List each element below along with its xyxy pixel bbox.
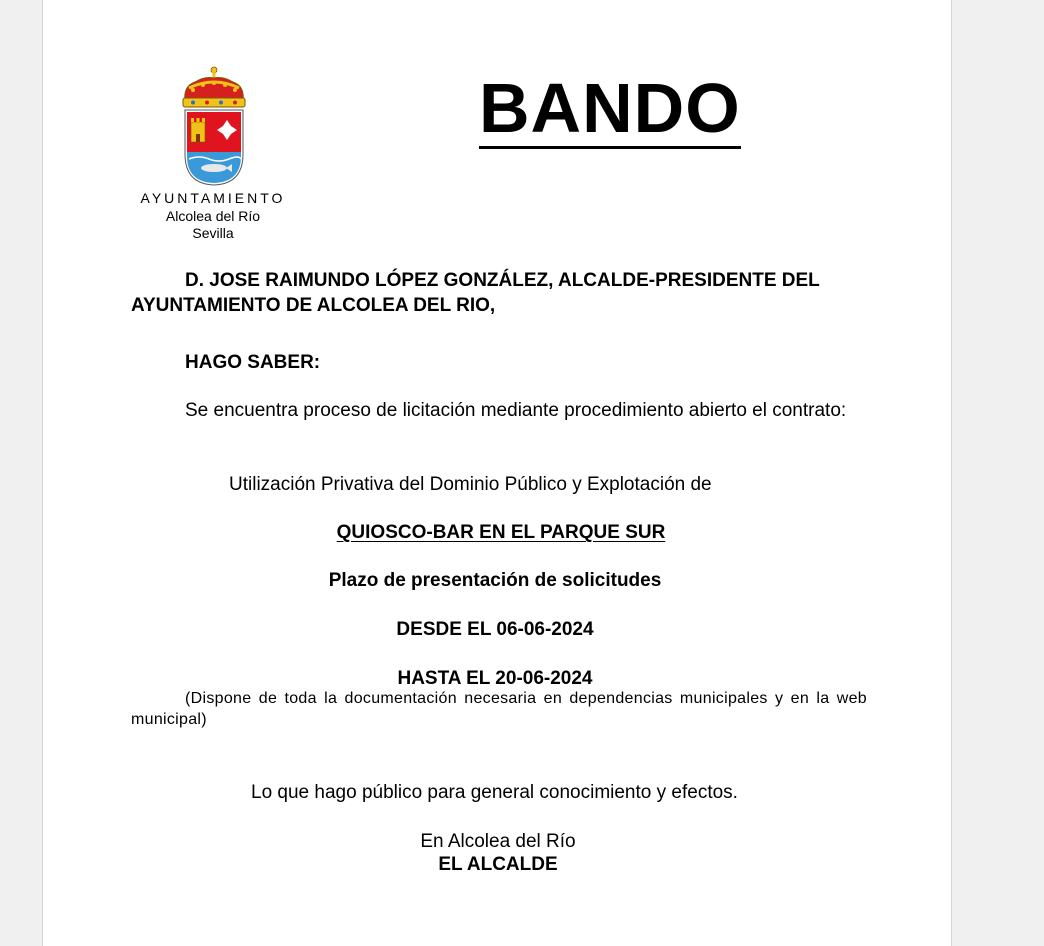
closing-line: Lo que hago público para general conocimiento y efectos. [251,782,738,803]
mayor-line: D. JOSE RAIMUNDO LÓPEZ GONZÁLEZ, ALCALDE-PRESIDENTE DEL AYUNTAMIENTO DE ALCOLEA DEL RIO, [131,270,820,316]
ayuntamiento-label: AYUNTAMIENTO [140,190,286,206]
documentation-note: (Dispone de toda la documentación necesaria en dependencias municipales y en la web municipal) [131,690,867,728]
document-page [42,0,952,946]
province-label: Sevilla [192,225,234,241]
signature-line: EL ALCALDE [438,854,558,875]
plazo-label: Plazo de presentación de solicitudes [328,570,662,591]
hago-saber: HAGO SABER: [185,352,321,373]
desde-date: DESDE EL 06-06-2024 [396,619,594,640]
town-label: Alcolea del Río [165,208,261,224]
place-line: En Alcolea del Río [420,831,576,852]
contract-name: QUIOSCO-BAR EN EL PARQUE SUR [336,522,666,543]
hasta-date: HASTA EL 20-06-2024 [397,668,593,689]
coat-of-arms-icon [179,64,249,188]
contract-description: Utilización Privativa del Dominio Público y Explotación de [229,474,712,495]
intro-paragraph: Se encuentra proceso de licitación mediante procedimiento abierto el contrato: [185,400,847,421]
document-title: BANDO [479,69,741,147]
